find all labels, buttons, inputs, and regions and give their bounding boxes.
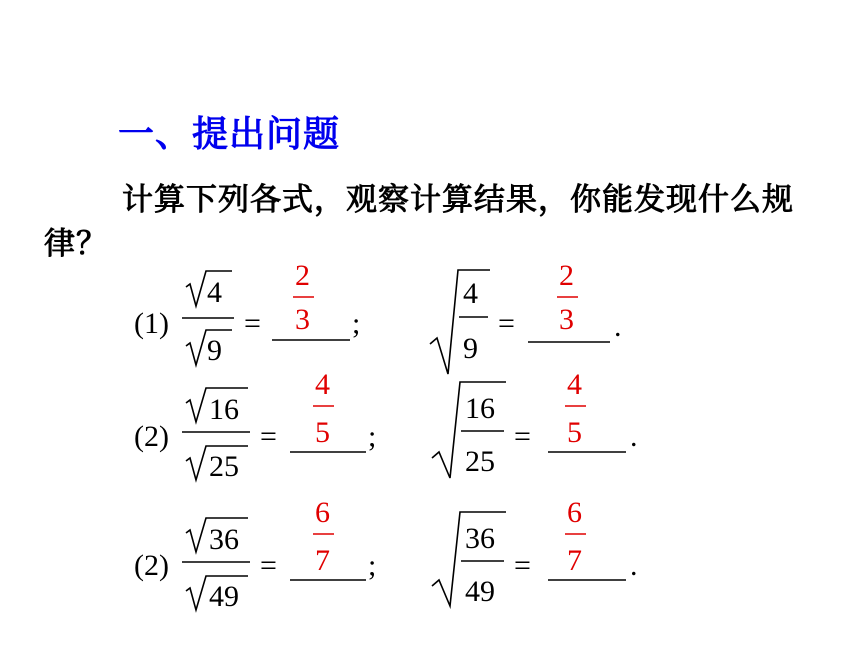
answer-fraction bbox=[313, 368, 334, 449]
end-punctuation: ; bbox=[368, 549, 377, 582]
answer-numerator: 2 bbox=[295, 259, 310, 292]
left-numerator: 4 bbox=[207, 276, 222, 309]
left-denominator: 49 bbox=[209, 580, 239, 613]
equals-sign: = bbox=[260, 549, 277, 582]
left-fraction bbox=[182, 518, 250, 613]
answer-denominator: 5 bbox=[567, 416, 582, 449]
answer-fraction bbox=[293, 259, 314, 336]
equals-sign: = bbox=[498, 307, 515, 340]
answer-numerator: 6 bbox=[567, 496, 582, 529]
section-heading: 一、提出问题 bbox=[118, 114, 341, 155]
answer-numerator: 4 bbox=[315, 368, 330, 401]
left-denominator: 9 bbox=[207, 334, 222, 367]
intro-paragraph: 计算下列各式，观察计算结果，你能发现什么规律？ bbox=[44, 182, 794, 262]
row-label: (2) bbox=[134, 420, 169, 453]
big-radical-sign bbox=[430, 270, 490, 374]
right-numerator: 36 bbox=[465, 522, 495, 555]
left-fraction bbox=[182, 388, 250, 483]
end-punctuation: . bbox=[630, 549, 638, 582]
end-punctuation: ; bbox=[368, 420, 377, 453]
answer-fraction bbox=[565, 496, 586, 577]
left-numerator: 16 bbox=[209, 393, 239, 426]
equals-sign: = bbox=[244, 307, 261, 340]
answer-numerator: 2 bbox=[559, 259, 574, 292]
right-numerator: 16 bbox=[465, 392, 495, 425]
left-numerator: 36 bbox=[209, 523, 239, 556]
answer-numerator: 6 bbox=[315, 496, 330, 529]
end-punctuation: . bbox=[614, 310, 622, 343]
right-numerator: 4 bbox=[463, 277, 478, 310]
right-denominator: 9 bbox=[463, 332, 478, 365]
right-radical-fraction bbox=[430, 270, 490, 374]
row-label: (2) bbox=[134, 549, 169, 582]
answer-denominator: 7 bbox=[567, 544, 582, 577]
end-punctuation: ; bbox=[352, 307, 361, 340]
answer-numerator: 4 bbox=[567, 368, 582, 401]
expression-row-2 bbox=[134, 368, 638, 483]
answer-fraction bbox=[565, 368, 586, 449]
expression-row-3 bbox=[134, 496, 638, 613]
equals-sign: = bbox=[514, 420, 531, 453]
answer-denominator: 5 bbox=[315, 416, 330, 449]
equals-sign: = bbox=[260, 420, 277, 453]
answer-denominator: 7 bbox=[315, 544, 330, 577]
right-denominator: 49 bbox=[465, 575, 495, 608]
expression-row-1 bbox=[134, 259, 622, 374]
equals-sign: = bbox=[514, 549, 531, 582]
right-denominator: 25 bbox=[465, 445, 495, 478]
right-radical-fraction bbox=[432, 512, 506, 608]
answer-fraction bbox=[313, 496, 334, 577]
answer-denominator: 3 bbox=[295, 303, 310, 336]
right-radical-fraction bbox=[432, 382, 506, 478]
answer-denominator: 3 bbox=[559, 303, 574, 336]
end-punctuation: . bbox=[630, 420, 638, 453]
left-fraction bbox=[182, 271, 234, 367]
row-label: (1) bbox=[134, 307, 169, 340]
answer-fraction bbox=[557, 259, 578, 336]
left-denominator: 25 bbox=[209, 450, 239, 483]
